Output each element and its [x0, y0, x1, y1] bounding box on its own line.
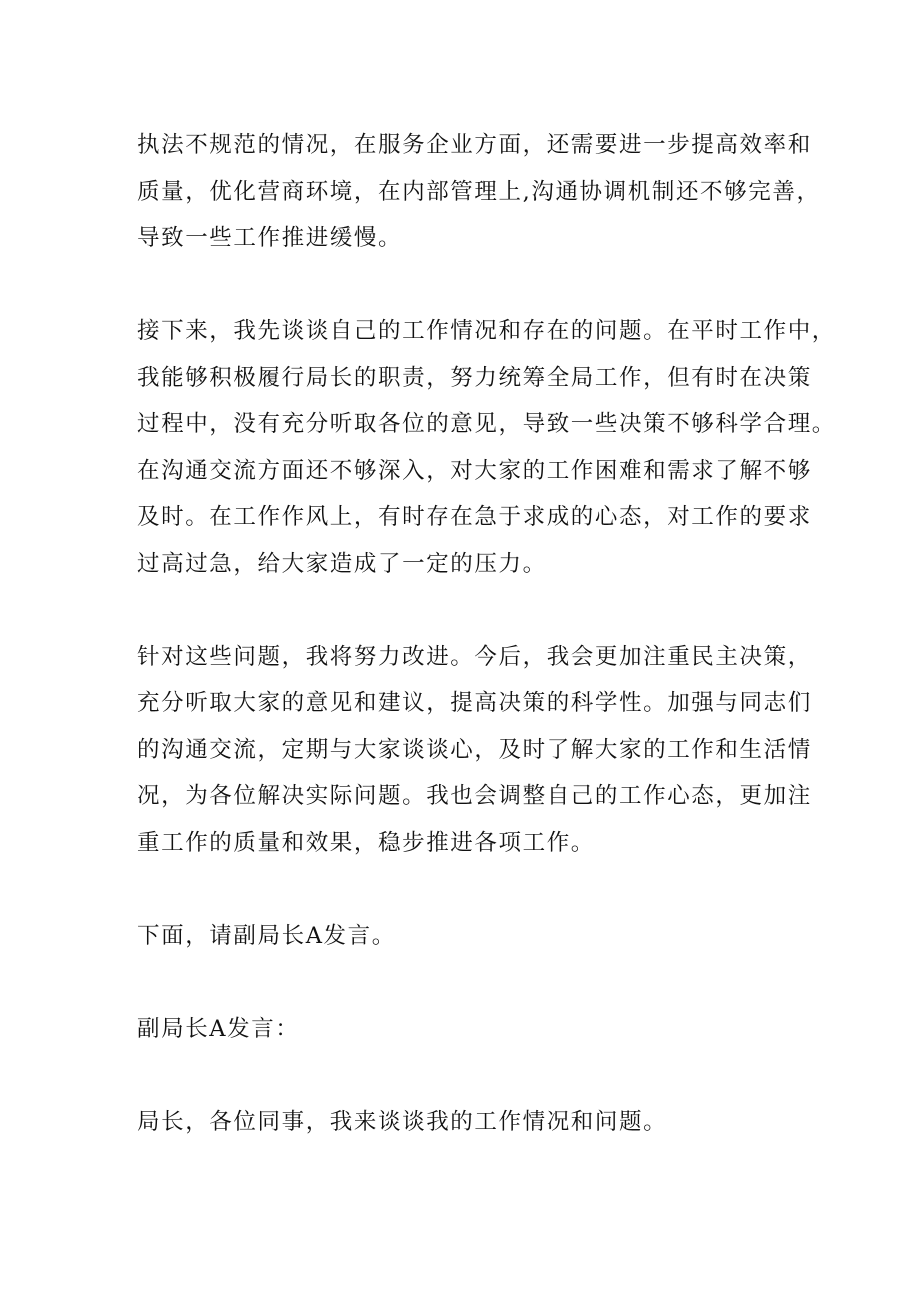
- paragraph-5: 副局长A发言：: [137, 1015, 300, 1042]
- text-line: 接下来，我先谈谈自己的工作情况和存在的问题。在平时工作中，: [137, 318, 836, 344]
- text-line: 针对这些问题，我将努力改进。今后，我会更加注重民主决策，: [137, 643, 812, 670]
- text-line: 充分听取大家的意见和建议，提高决策的科学性。加强与同志们: [137, 690, 812, 716]
- paragraph-spacer: [137, 866, 797, 913]
- paragraph-1: [137, 122, 821, 262]
- text-line: 我能够积极履行局长的职责，努力统筹全局工作，但有时在决策: [137, 364, 812, 391]
- paragraph-2: [137, 308, 836, 587]
- text-line: 执法不规范的情况，在服务企业方面，还需要进一步提高效率和: [137, 132, 812, 158]
- paragraph-4: 下面，请副局长A发言。: [137, 922, 396, 949]
- text-line: 过高过急，给大家造成了一定的压力。: [137, 550, 547, 577]
- paragraph-spacer: [137, 959, 797, 1006]
- document-body: [137, 122, 836, 1145]
- paragraph-spacer: [137, 262, 797, 309]
- text-line: 在沟通交流方面还不够深入，对大家的工作困难和需求了解不够: [137, 457, 812, 484]
- paragraph-spacer: [137, 1052, 797, 1099]
- text-line: 导致一些工作推进缓慢。: [137, 225, 403, 251]
- text-line: 过程中，没有充分听取各位的意见，导致一些决策不够科学合理。: [137, 411, 836, 437]
- paragraph-6: 局长，各位同事，我来谈谈我的工作情况和问题。: [137, 1108, 668, 1135]
- text-line: 的沟通交流，定期与大家谈谈心，及时了解大家的工作和生活情: [137, 736, 812, 763]
- paragraph-3: [137, 634, 812, 867]
- text-line: 质量，优化营商环境，在内部管理上,沟通协调机制还不够完善，: [137, 178, 821, 205]
- text-line: 况，为各位解决实际问题。我也会调整自己的工作心态，更加注: [137, 783, 812, 809]
- paragraph-spacer: [137, 587, 797, 634]
- text-line: 重工作的质量和效果，稳步推进各项工作。: [137, 829, 595, 856]
- text-line: 及时。在工作作风上，有时存在急于求成的心态，对工作的要求: [137, 504, 812, 530]
